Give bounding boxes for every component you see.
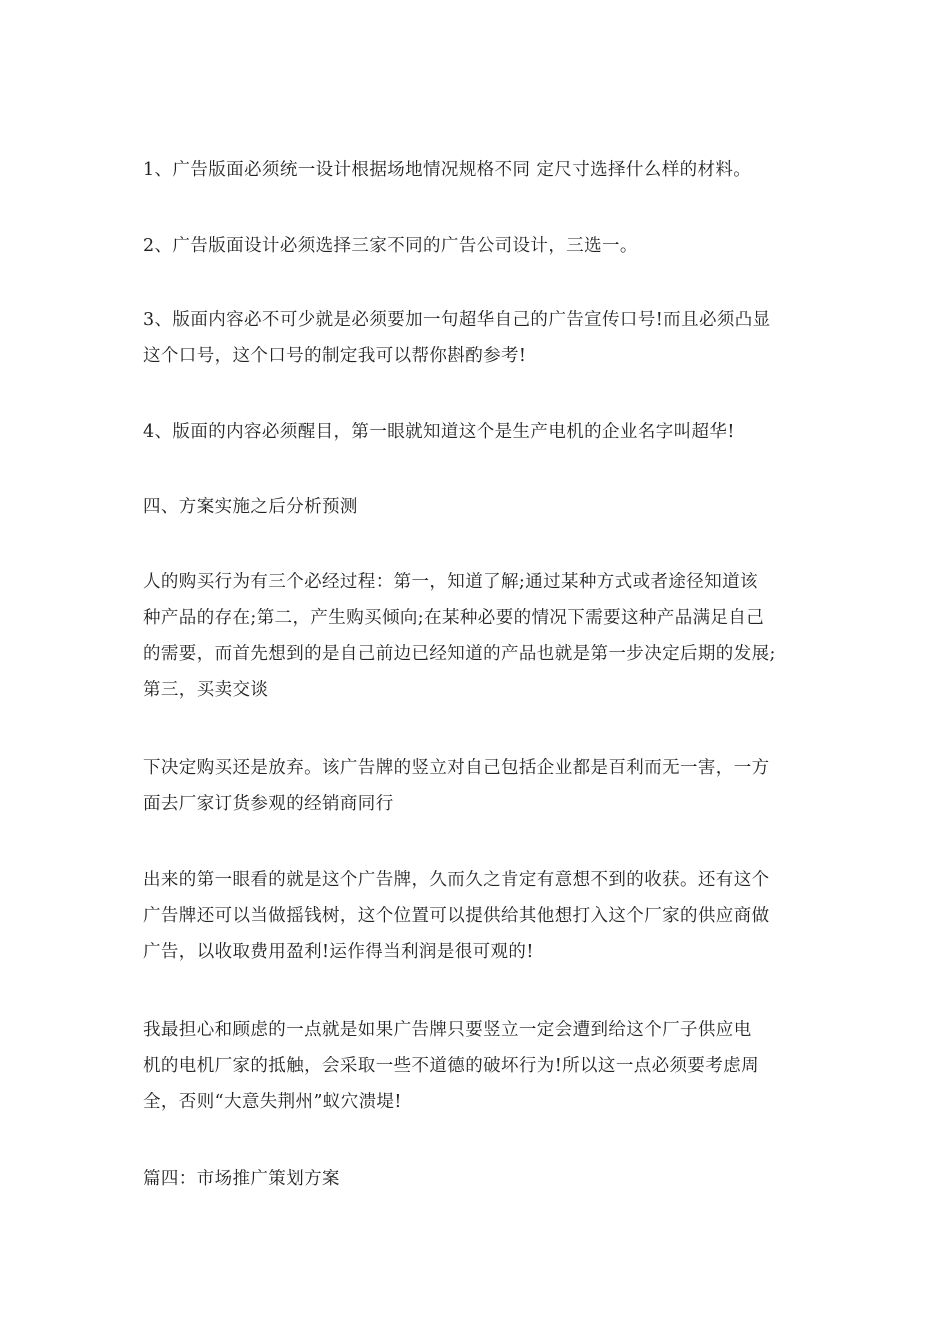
- paragraph-concern-line-2: 机的电机厂家的抵触，会采取一些不道德的破坏行为!所以这一点必须要考虑周: [143, 1056, 760, 1076]
- paragraph-item-3-line-1: 3、版面内容必不可少就是必须要加一句超华自己的广告宣传口号!而且必须凸显: [143, 310, 771, 330]
- paragraph-concern-line-1: 我最担心和顾虑的一点就是如果广告牌只要竖立一定会遭到给这个厂子供应电: [143, 1020, 752, 1040]
- paragraph-purchase-line-3: 的需要，而首先想到的是自己前边已经知道的产品也就是第一步决定后期的发展;: [143, 644, 776, 664]
- paragraph-item-2: 2、广告版面设计必须选择三家不同的广告公司设计，三选一。: [143, 236, 638, 256]
- paragraph-item-1: 1、广告版面必须统一设计根据场地情况规格不同 定尺寸选择什么样的材料。: [143, 160, 752, 180]
- paragraph-concern-line-3: 全，否则“大意失荆州”蚁穴溃堤!: [143, 1092, 402, 1112]
- paragraph-decision-line-2: 面去厂家订货参观的经销商同行: [143, 794, 394, 814]
- paragraph-billboard-line-3: 广告，以收取费用盈利!运作得当利润是很可观的!: [143, 942, 534, 962]
- paragraph-item-4: 4、版面的内容必须醒目，第一眼就知道这个是生产电机的企业名字叫超华!: [143, 422, 735, 442]
- section-heading-part-4: 篇四：市场推广策划方案: [143, 1169, 340, 1189]
- paragraph-item-3-line-2: 这个口号，这个口号的制定我可以帮你斟酌参考!: [143, 346, 527, 366]
- section-heading-4: 四、方案实施之后分析预测: [143, 497, 358, 517]
- paragraph-purchase-line-1: 人的购买行为有三个必经过程：第一，知道了解;通过某种方式或者途径知道该: [143, 572, 758, 592]
- paragraph-billboard-line-2: 广告牌还可以当做摇钱树，这个位置可以提供给其他想打入这个厂家的供应商做: [143, 906, 770, 926]
- paragraph-decision-line-1: 下决定购买还是放弃。该广告牌的竖立对自己包括企业都是百利而无一害，一方: [143, 758, 770, 778]
- paragraph-purchase-line-4: 第三，买卖交谈: [143, 680, 269, 700]
- paragraph-purchase-line-2: 种产品的存在;第二，产生购买倾向;在某种必要的情况下需要这种产品满足自己: [143, 608, 765, 628]
- paragraph-billboard-line-1: 出来的第一眼看的就是这个广告牌，久而久之肯定有意想不到的收获。还有这个: [143, 870, 770, 890]
